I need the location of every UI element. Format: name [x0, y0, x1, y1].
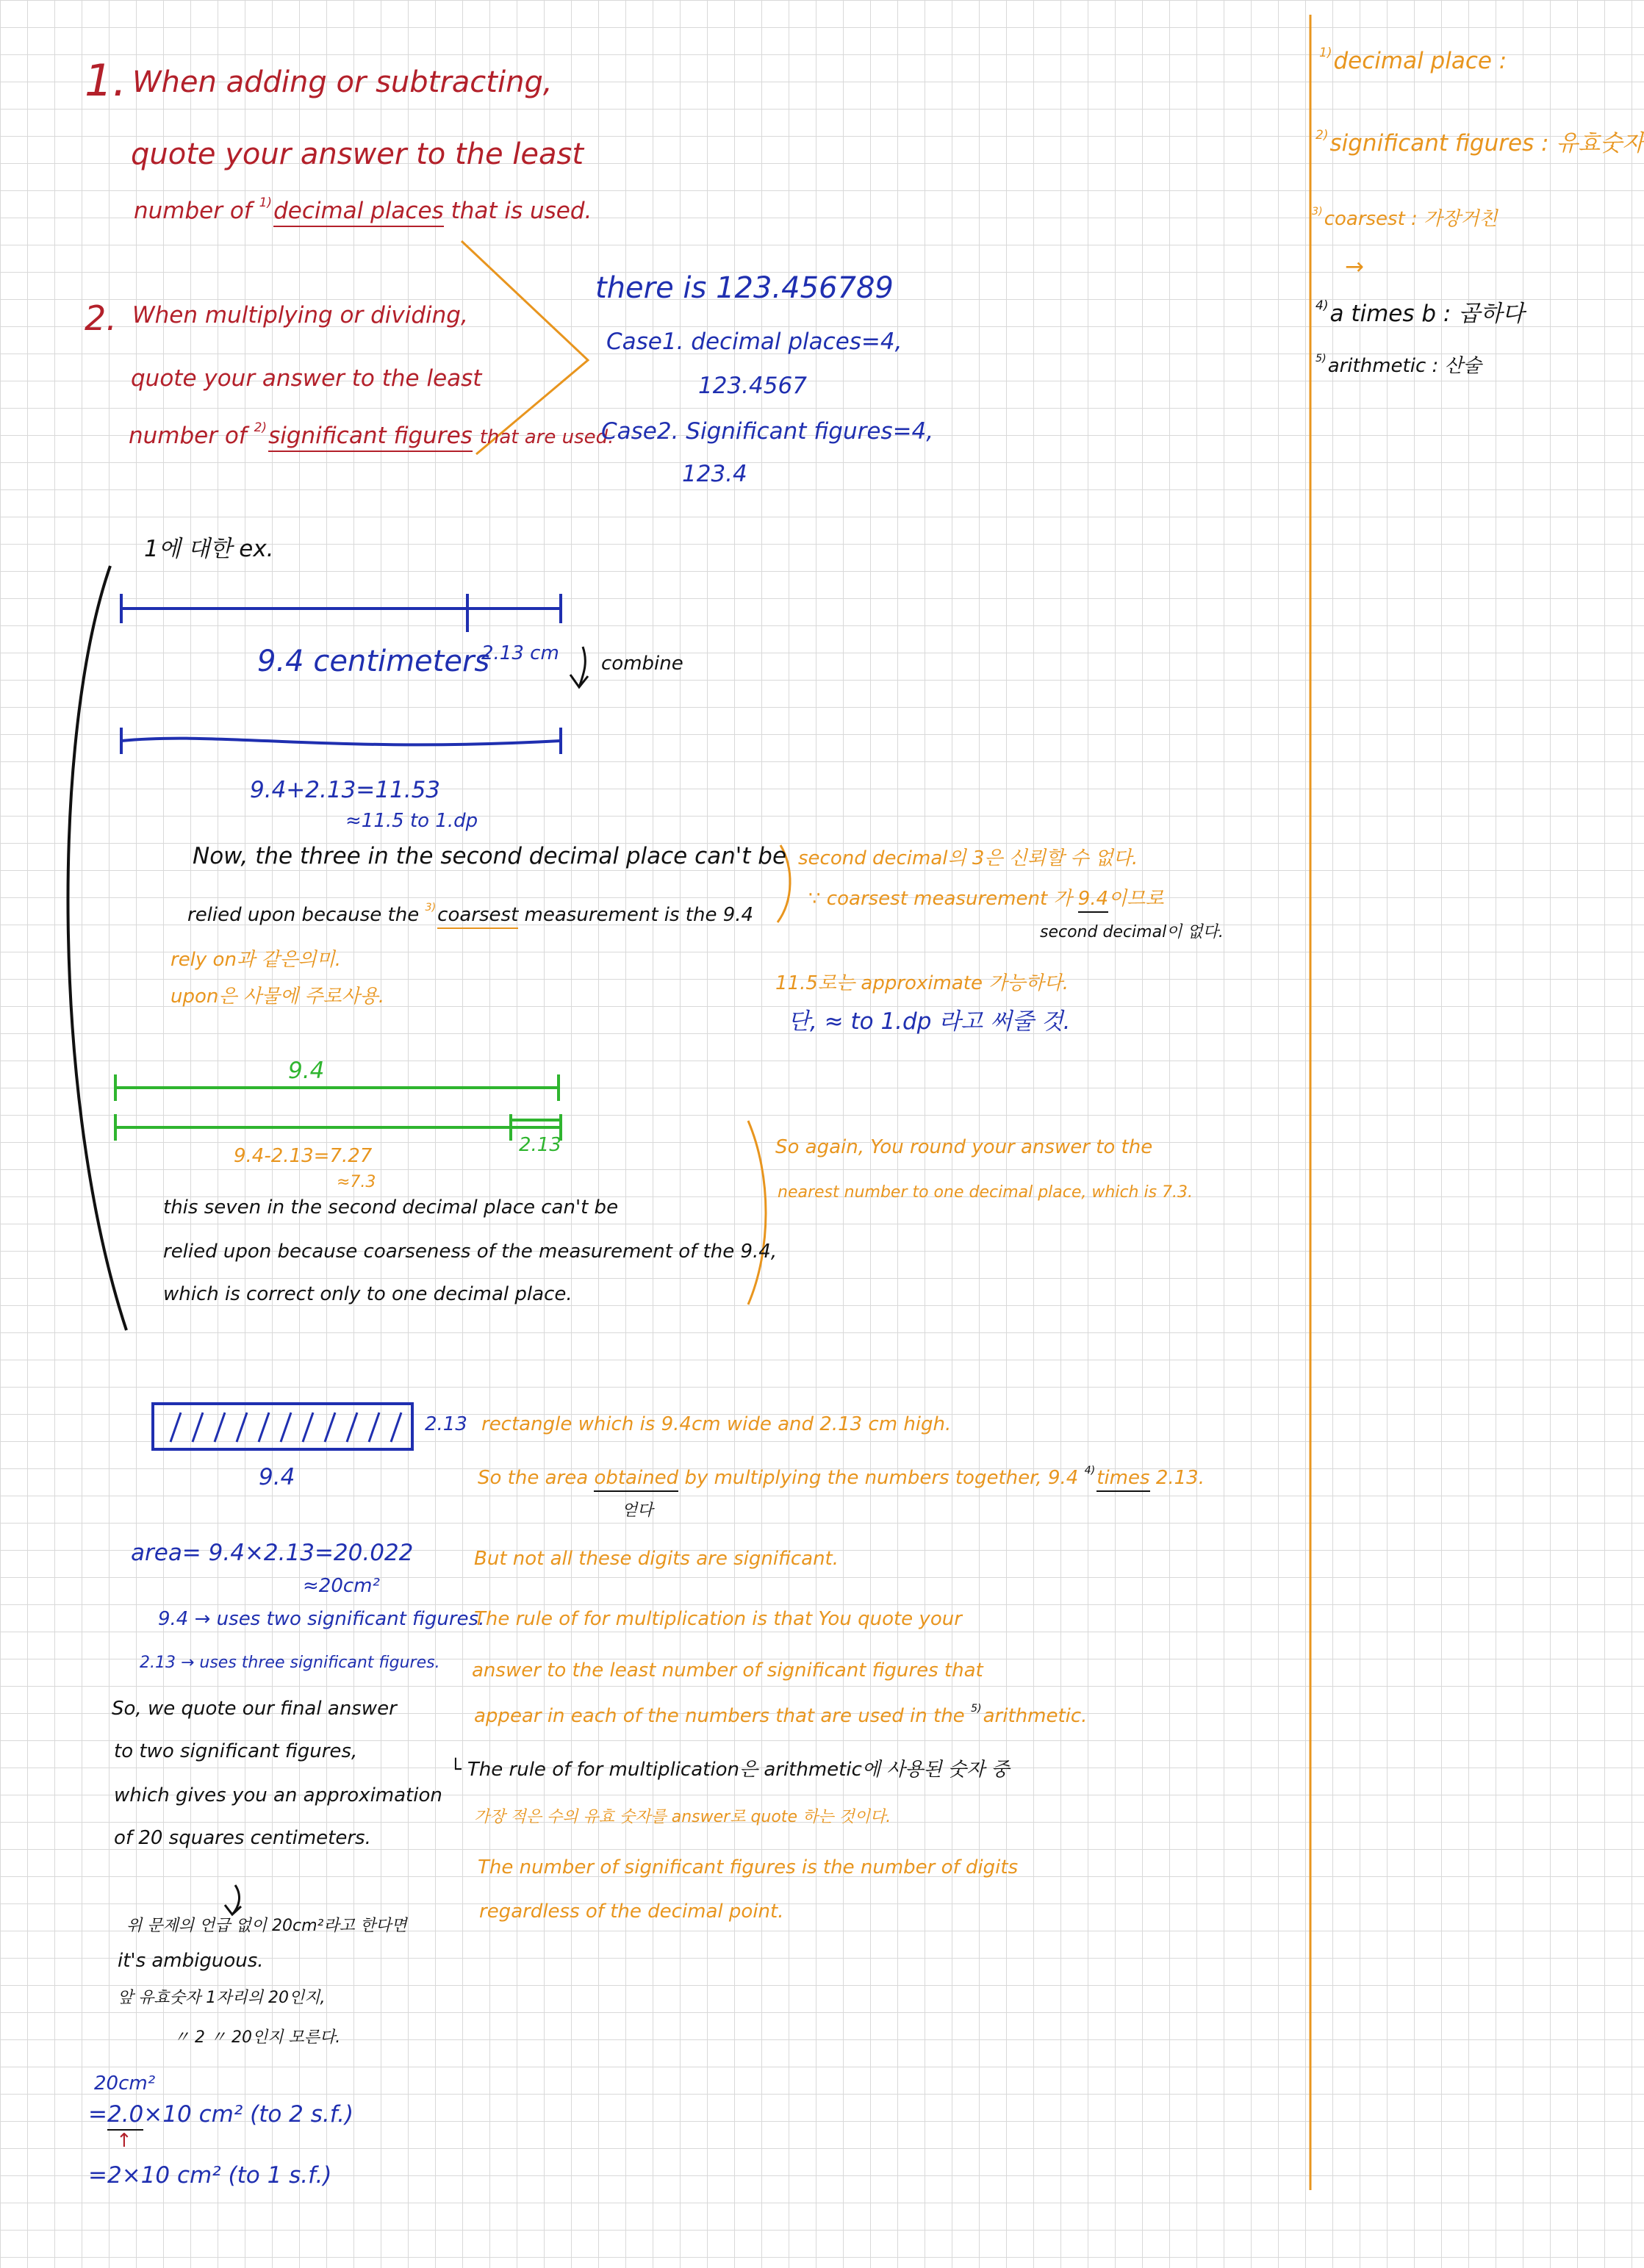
chevron-bracket [462, 241, 588, 454]
significant-figures-term: significant figures [268, 423, 473, 452]
rule-2-line2: quote your answer to the least [131, 365, 482, 392]
formula-2-mark: ↑ [116, 2130, 132, 2152]
decimal-places-term: decimal places [273, 198, 444, 227]
korean-note-4: 〃 2 〃 20인지 모른다. [173, 2028, 341, 2047]
rely-note-2: upon은 사물에 주로사용. [170, 986, 385, 1008]
rule-1-number: 1. [85, 55, 127, 107]
combine-arrow [570, 647, 588, 687]
glossary-1: $^{1)}$decimal place : [1319, 46, 1507, 74]
round-note-1: So again, You round your answer to the [775, 1136, 1153, 1158]
rule-1-line1: When adding or subtracting, [132, 65, 553, 99]
coarsest-value: 9.4 [1078, 888, 1108, 913]
korean-note-3: 앞 유효숫자 1자리의 20인지, [118, 1989, 326, 2007]
rect-note-7: └ The rule of for multiplication은 arithmetic에 사용된 숫자 중 [450, 1759, 1010, 1781]
right-note-5: 단, ≈ to 1.dp 라고 써줄 것. [788, 1008, 1071, 1035]
left-arc-bracket [68, 566, 126, 1330]
rect-note-1: rectangle which is 9.4cm wide and 2.13 cm high. [481, 1413, 952, 1435]
right-note-4: 11.5로는 approximate 가능하다. [775, 972, 1069, 994]
formula-2: =2.0×10 cm² (to 2 s.f.) [88, 2103, 353, 2126]
so-line-2: to two significant figures, [114, 1740, 358, 1762]
area-approx: ≈20cm² [303, 1575, 380, 1597]
sum-equation: 9.4+2.13=11.53 [250, 777, 441, 803]
korean-note-1: 위 문제의 언급 없이 20cm²라고 한다면 [126, 1917, 407, 1935]
rect-note-2: So the area obtained by multiplying the numbers together, 9.4 $^{4)}$times 2.13. [478, 1468, 1205, 1488]
subtract-line-2: relied upon because coarseness of the measurement of the 9.4, [163, 1241, 778, 1263]
right-note-3: second decimal이 없다. [1040, 923, 1224, 941]
formula-3: =2×10 cm² (to 1 s.f.) [88, 2162, 332, 2189]
right-note-1: second decimal의 3은 신뢰할 수 없다. [798, 847, 1138, 869]
example-line: there is 123.456789 [595, 271, 894, 305]
glossary-4: $^{4)}$a times b : 곱하다 [1315, 298, 1525, 327]
green-label-213: 2.13 [519, 1134, 561, 1156]
formula-2-significant: 2.0 [107, 2101, 143, 2131]
uses-line-1: 9.4 → uses two significant figures. [158, 1608, 485, 1630]
rect-note-9: The number of significant figures is the number of digits [478, 1856, 1019, 1878]
rule-1-line2: quote your answer to the least [131, 137, 584, 171]
green-label-94: 9.4 [288, 1058, 325, 1084]
rect-bottom-label: 9.4 [259, 1464, 295, 1490]
rect-note-5: answer to the least number of significant figures that [472, 1659, 983, 1682]
hatched-rectangle [153, 1404, 412, 1449]
obtained-korean: 얻다 [622, 1501, 653, 1520]
rely-note-1: rely on과 같은의미. [170, 949, 342, 971]
case1-value: 123.4567 [698, 373, 807, 399]
uses-line-2: 2.13 → uses three significant figures. [140, 1654, 440, 1672]
rule-2-line1: When multiplying or dividing, [132, 302, 468, 329]
example-1-heading: 1에 대한 ex. [144, 536, 274, 562]
case1: Case1. decimal places=4, [606, 329, 902, 355]
rule-2-line3: number of $^{2)}$significant figures that are used. [129, 425, 614, 448]
glossary-5: $^{5)}$arithmetic : 산술 [1315, 353, 1482, 377]
rule-2-number: 2. [85, 298, 117, 338]
rect-note-10: regardless of the decimal point. [479, 1901, 784, 1923]
rect-side-label: 2.13 [425, 1413, 467, 1435]
ex2-down-arrow [225, 1885, 241, 1914]
label-centimeters: 9.4 centimeters [257, 645, 490, 678]
times-term: times [1096, 1467, 1149, 1492]
coarsest-term: coarsest [437, 904, 518, 929]
label-213cm: 2.13 cm [481, 642, 559, 664]
glossary-2: $^{2)}$significant figures : 유효숫자 [1315, 128, 1644, 157]
glossary-3: $^{3)}$coarsest : 가장거친 [1312, 206, 1498, 230]
round-note-2: nearest number to one decimal place, which is 7.3. [778, 1183, 1193, 1202]
rect-note-4: The rule of for multiplication is that You quote your [474, 1608, 962, 1630]
sum-approx: ≈11.5 to 1.dp [345, 810, 478, 832]
subtract-line-3: which is correct only to one decimal place. [163, 1283, 572, 1305]
so-line-4: of 20 squares centimeters. [114, 1827, 371, 1849]
now-line-2: relied upon because the $^{3)}$coarsest measurement is the 9.4 [187, 905, 753, 925]
area-equation: area= 9.4×2.13=20.022 [131, 1540, 414, 1566]
subtract-line-1: this seven in the second decimal place can't be [163, 1196, 619, 1219]
korean-note-2: it's ambiguous. [118, 1950, 264, 1972]
rect-note-6: appear in each of the numbers that are used in the $^{5)}$arithmetic. [474, 1703, 1088, 1727]
orange-paren-2 [748, 1121, 766, 1305]
diff-approx: ≈7.3 [337, 1173, 376, 1191]
now-line-1: Now, the three in the second decimal place can't be [193, 843, 787, 869]
combine-label: combine [601, 653, 683, 675]
rect-note-3: But not all these digits are significant. [474, 1548, 839, 1570]
case2: Case2. Significant figures=4, [601, 418, 934, 445]
diff-equation: 9.4-2.13=7.27 [234, 1145, 373, 1167]
glossary-3-arrow: → [1345, 254, 1364, 280]
rect-note-8: 가장 적은 수의 유효 숫자를 answer로 quote 하는 것이다. [474, 1808, 891, 1826]
so-line-1: So, we quote our final answer [112, 1698, 397, 1720]
rule-1-line3: number of $^{1)}$decimal places that is used. [134, 200, 592, 223]
right-note-2: ∵ coarsest measurement 가 9.4이므로 [808, 889, 1164, 908]
obtained-term: obtained [594, 1467, 678, 1492]
blue-ruler-2 [121, 739, 561, 745]
formula-1: 20cm² [94, 2073, 156, 2095]
so-line-3: which gives you an approximation [114, 1784, 442, 1806]
case2-value: 123.4 [682, 461, 747, 487]
